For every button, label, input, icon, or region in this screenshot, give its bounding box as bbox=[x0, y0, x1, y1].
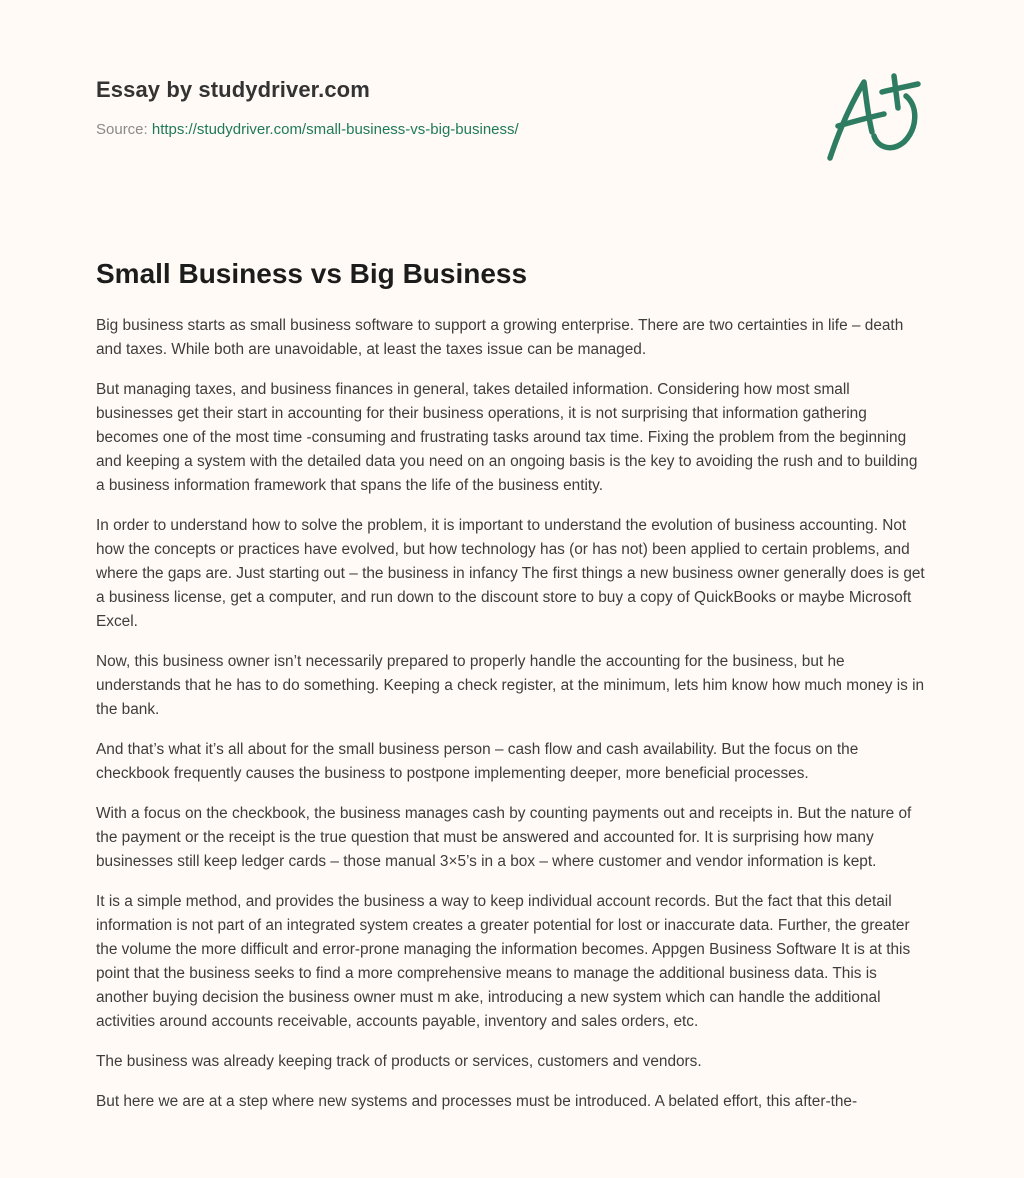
article-paragraph: But here we are at a step where new systems and processes must be introduced. A belated effort, this after-the- bbox=[96, 1093, 858, 1110]
article-paragraph: The business was already keeping track of products or services, customers and vendors. bbox=[96, 1053, 702, 1070]
article-title: Small Business vs Big Business bbox=[96, 258, 528, 289]
a-plus-grade-icon bbox=[822, 66, 928, 166]
page-header bbox=[96, 74, 696, 140]
article-paragraph: In order to understand how to solve the problem, it is important to understand the evolution of business accounting. Not how the concepts or practices have evolved, but how technology has (or has not) been applied to certain problems, and where the gaps are. Just starting out – the business in infancy The first things a new business owner generally does is get a business license, get a computer, and run down to the discount store to buy a copy of QuickBooks or maybe Microsoft Excel. bbox=[96, 517, 925, 630]
article-paragraph: But managing taxes, and business finances in general, takes detailed information. Considering how most small businesses get their start in accounting for their business operations, it is not surprising that information gathering becomes one of the most time -consuming and frustrating tasks around tax time. Fixing the problem from the beginning and keeping a system with the detailed data you need on an ongoing basis is the key to avoiding the rush and to building a business information framework that spans the life of the business entity. bbox=[96, 381, 918, 494]
article-paragraph: With a focus on the checkbook, the business manages cash by counting payments out and receipts in. But the nature of the payment or the receipt is the true question that must be answered and accounted for. It is surprising how many businesses still keep ledger cards – those manual 3×5’s in a box – where customer and vendor information is kept. bbox=[96, 805, 912, 870]
source-line bbox=[96, 120, 696, 140]
site-title: Essay by studydriver.com bbox=[96, 77, 370, 102]
source-label: Source: bbox=[96, 121, 148, 138]
article-paragraph: Big business starts as small business software to support a growing enterprise. There are two certainties in life – death and taxes. While both are unavoidable, at least the taxes issue can be managed. bbox=[96, 317, 904, 358]
source-link[interactable]: https://studydriver.com/small-business-vs-big-business/ bbox=[151, 121, 519, 138]
article-paragraph: And that’s what it’s all about for the small business person – cash flow and cash availability. But the focus on the checkbook frequently causes the business to postpone implementing deeper, more beneficial processes. bbox=[96, 741, 859, 782]
article bbox=[96, 254, 928, 1130]
article-paragraph: Now, this business owner isn’t necessarily prepared to properly handle the accounting for the business, but he understands that he has to do something. Keeping a check register, at the minimum, lets him know how much money is in the bank. bbox=[96, 653, 925, 718]
article-paragraph: It is a simple method, and provides the business a way to keep individual account records. But the fact that this detail information is not part of an integrated system creates a greater potential for lost or inaccurate data. Further, the greater the volume the more difficult and error-prone managing the information becomes. Appgen Business Software It is at this point that the business seeks to find a more comprehensive means to manage the additional business data. This is another buying decision the business owner must m ake, introducing a new system which can handle the additional activities around accounts receivable, accounts payable, inventory and sales orders, etc. bbox=[96, 893, 911, 1030]
